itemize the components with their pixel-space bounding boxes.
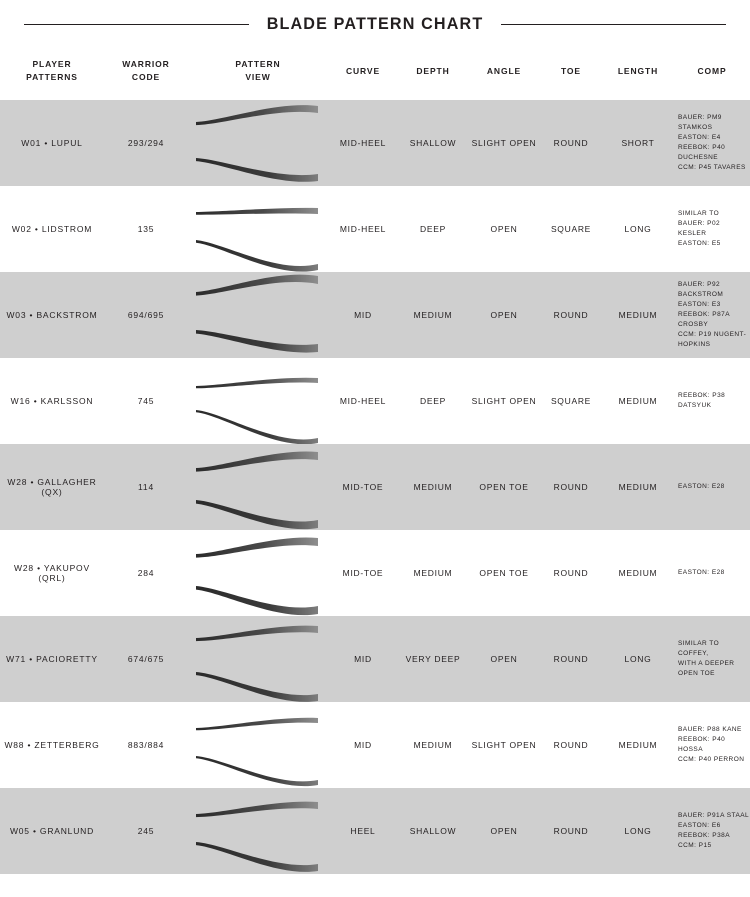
cell-angle: SLIGHT OPEN (471, 396, 537, 406)
cell-toe: ROUND (553, 654, 589, 664)
cell-angle: OPEN (490, 224, 518, 234)
cell-curve: MID-TOE (342, 568, 384, 578)
comp-line: WITH A DEEPER OPEN TOE (678, 660, 735, 678)
cell-depth: VERY DEEP (405, 654, 461, 664)
table-row (0, 100, 750, 186)
cell-player-pattern: W05 • GRANLUND (9, 826, 95, 836)
comp-line: REEBOK: P40 DUCHESNE (678, 144, 726, 162)
cell-curve: MID (354, 310, 372, 320)
cell-angle: OPEN (490, 654, 518, 664)
column-header-player-line2: PATTERNS (26, 72, 78, 82)
comp-line: EASTON: E28 (678, 482, 725, 490)
cell-curve: MID-HEEL (339, 396, 387, 406)
cell-curve: MID (354, 654, 372, 664)
cell-length: MEDIUM (618, 396, 658, 406)
cell-toe: ROUND (553, 826, 589, 836)
cell-comparable-patterns (674, 639, 750, 679)
table-body (0, 100, 750, 874)
cell-angle: OPEN TOE (479, 482, 529, 492)
blade-pattern-view-icon (188, 616, 328, 702)
cell-length: MEDIUM (618, 310, 658, 320)
comp-line: SIMILAR TO (678, 209, 720, 217)
cell-depth: SHALLOW (409, 138, 457, 148)
cell-player-pattern: W88 • ZETTERBERG (4, 740, 100, 750)
comp-line: EASTON: E6 (678, 821, 721, 829)
cell-toe: ROUND (553, 740, 589, 750)
blade-pattern-view-icon (188, 530, 328, 616)
cell-angle: OPEN (490, 310, 518, 320)
comp-line: BAUER: P92 BACKSTROM (678, 280, 724, 298)
cell-comparable-patterns (674, 280, 750, 350)
cell-player-pattern: W71 • PACIORETTY (6, 654, 98, 664)
cell-curve: HEEL (350, 826, 376, 836)
cell-depth: DEEP (420, 224, 446, 234)
chart-title-bar (0, 0, 750, 38)
cell-warrior-code: 745 (137, 396, 155, 406)
table-row (0, 702, 750, 788)
blade-pattern-view-icon (188, 702, 328, 788)
table-header-row (0, 38, 750, 100)
cell-comparable-patterns (674, 725, 750, 765)
comp-line: REEBOK: P38 DATSYUK (678, 391, 726, 409)
comp-line: REEBOK: P40 HOSSA (678, 735, 726, 753)
comp-line: BAUER: P02 KESLER (678, 219, 721, 237)
cell-toe: SQUARE (550, 224, 592, 234)
blade-pattern-view-icon (188, 100, 328, 186)
table-row (0, 616, 750, 702)
comp-line: SIMILAR TO COFFEY, (678, 639, 720, 657)
cell-comparable-patterns (674, 482, 750, 492)
cell-warrior-code: 674/675 (127, 654, 165, 664)
comp-line: BAUER: P88 KANE (678, 725, 742, 733)
table-row (0, 272, 750, 358)
table-row (0, 788, 750, 874)
cell-depth: DEEP (420, 396, 446, 406)
blade-pattern-view-icon (188, 186, 328, 272)
cell-curve: MID-HEEL (339, 224, 387, 234)
cell-length: LONG (624, 654, 652, 664)
column-header-player (0, 58, 104, 84)
cell-length: SHORT (621, 138, 655, 148)
cell-warrior-code: 284 (137, 568, 155, 578)
title-rule-right (501, 24, 726, 25)
cell-angle: OPEN TOE (479, 568, 529, 578)
cell-toe: SQUARE (550, 396, 592, 406)
cell-warrior-code: 694/695 (127, 310, 165, 320)
column-header-view (188, 58, 328, 84)
column-header-toe: TOE (560, 65, 582, 76)
cell-length: MEDIUM (618, 482, 658, 492)
cell-warrior-code: 293/294 (127, 138, 165, 148)
cell-toe: ROUND (553, 138, 589, 148)
column-header-comp: COMP (697, 65, 727, 76)
cell-toe: ROUND (553, 568, 589, 578)
cell-player-pattern: W03 • BACKSTROM (6, 310, 98, 320)
cell-angle: OPEN (490, 826, 518, 836)
page-title: BLADE PATTERN CHART (266, 14, 484, 33)
cell-comparable-patterns (674, 209, 750, 249)
column-header-player-line1: PLAYER (32, 59, 72, 70)
column-header-code (104, 58, 188, 84)
blade-pattern-view-icon (188, 444, 328, 530)
cell-comparable-patterns (674, 391, 750, 411)
cell-warrior-code: 135 (137, 224, 155, 234)
comp-line: CCM: P15 (678, 842, 712, 850)
cell-curve: MID-TOE (342, 482, 384, 492)
cell-warrior-code: 114 (138, 482, 154, 492)
cell-length: LONG (624, 224, 652, 234)
cell-player-pattern: W16 • KARLSSON (10, 396, 94, 406)
cell-length: MEDIUM (618, 568, 658, 578)
comp-line: EASTON: E3 (678, 300, 721, 308)
cell-toe: ROUND (553, 482, 589, 492)
cell-curve: MID-HEEL (339, 138, 387, 148)
column-header-view-line2: VIEW (245, 72, 271, 82)
blade-pattern-view-icon (188, 358, 328, 444)
cell-depth: MEDIUM (413, 482, 453, 492)
column-header-angle: ANGLE (486, 65, 522, 76)
comp-line: EASTON: E28 (678, 568, 725, 576)
cell-angle: SLIGHT OPEN (471, 740, 537, 750)
cell-comparable-patterns (674, 568, 750, 578)
cell-depth: SHALLOW (409, 826, 457, 836)
cell-depth: MEDIUM (413, 740, 453, 750)
blade-pattern-view-icon (188, 788, 328, 874)
cell-depth: MEDIUM (413, 310, 453, 320)
cell-toe: ROUND (553, 310, 589, 320)
column-header-view-line1: PATTERN (235, 59, 281, 70)
cell-warrior-code: 245 (137, 826, 155, 836)
comp-line: REEBOK: P38A (678, 832, 731, 839)
column-header-depth: DEPTH (416, 65, 450, 76)
cell-player-pattern: W01 • LUPUL (21, 138, 83, 148)
cell-length: LONG (624, 826, 652, 836)
column-header-length: LENGTH (617, 65, 659, 76)
comp-line: CCM: P45 TAVARES (678, 164, 746, 172)
table-row (0, 358, 750, 444)
comp-line: CCM: P40 PERRON (678, 756, 745, 764)
table-row (0, 530, 750, 616)
comp-line: BAUER: P91A STAAL (678, 811, 750, 819)
blade-pattern-view-icon (188, 272, 328, 358)
cell-warrior-code: 883/884 (127, 740, 165, 750)
cell-angle: SLIGHT OPEN (471, 138, 537, 148)
cell-player-pattern: W28 • GALLAGHER (QX) (7, 477, 97, 497)
comp-line: REEBOK: P87A CROSBY (678, 310, 730, 329)
cell-comparable-patterns (674, 811, 750, 851)
cell-depth: MEDIUM (413, 568, 453, 578)
comp-line: EASTON: E5 (678, 240, 721, 248)
cell-curve: MID (354, 740, 372, 750)
column-header-curve: CURVE (345, 65, 381, 76)
title-rule-left (24, 24, 249, 25)
comp-line: CCM: P19 NUGENT-HOPKINS (678, 331, 747, 349)
column-header-code-line1: WARRIOR (122, 59, 170, 70)
comp-line: EASTON: E4 (678, 133, 721, 141)
cell-player-pattern: W28 • YAKUPOV (QRL) (14, 563, 90, 583)
table-row (0, 186, 750, 272)
cell-length: MEDIUM (618, 740, 658, 750)
cell-comparable-patterns (674, 113, 750, 173)
column-header-code-line2: CODE (131, 72, 161, 82)
comp-line: BAUER: PM9 STAMKOS (678, 113, 722, 131)
cell-player-pattern: W02 • LIDSTROM (11, 224, 93, 234)
table-row (0, 444, 750, 530)
